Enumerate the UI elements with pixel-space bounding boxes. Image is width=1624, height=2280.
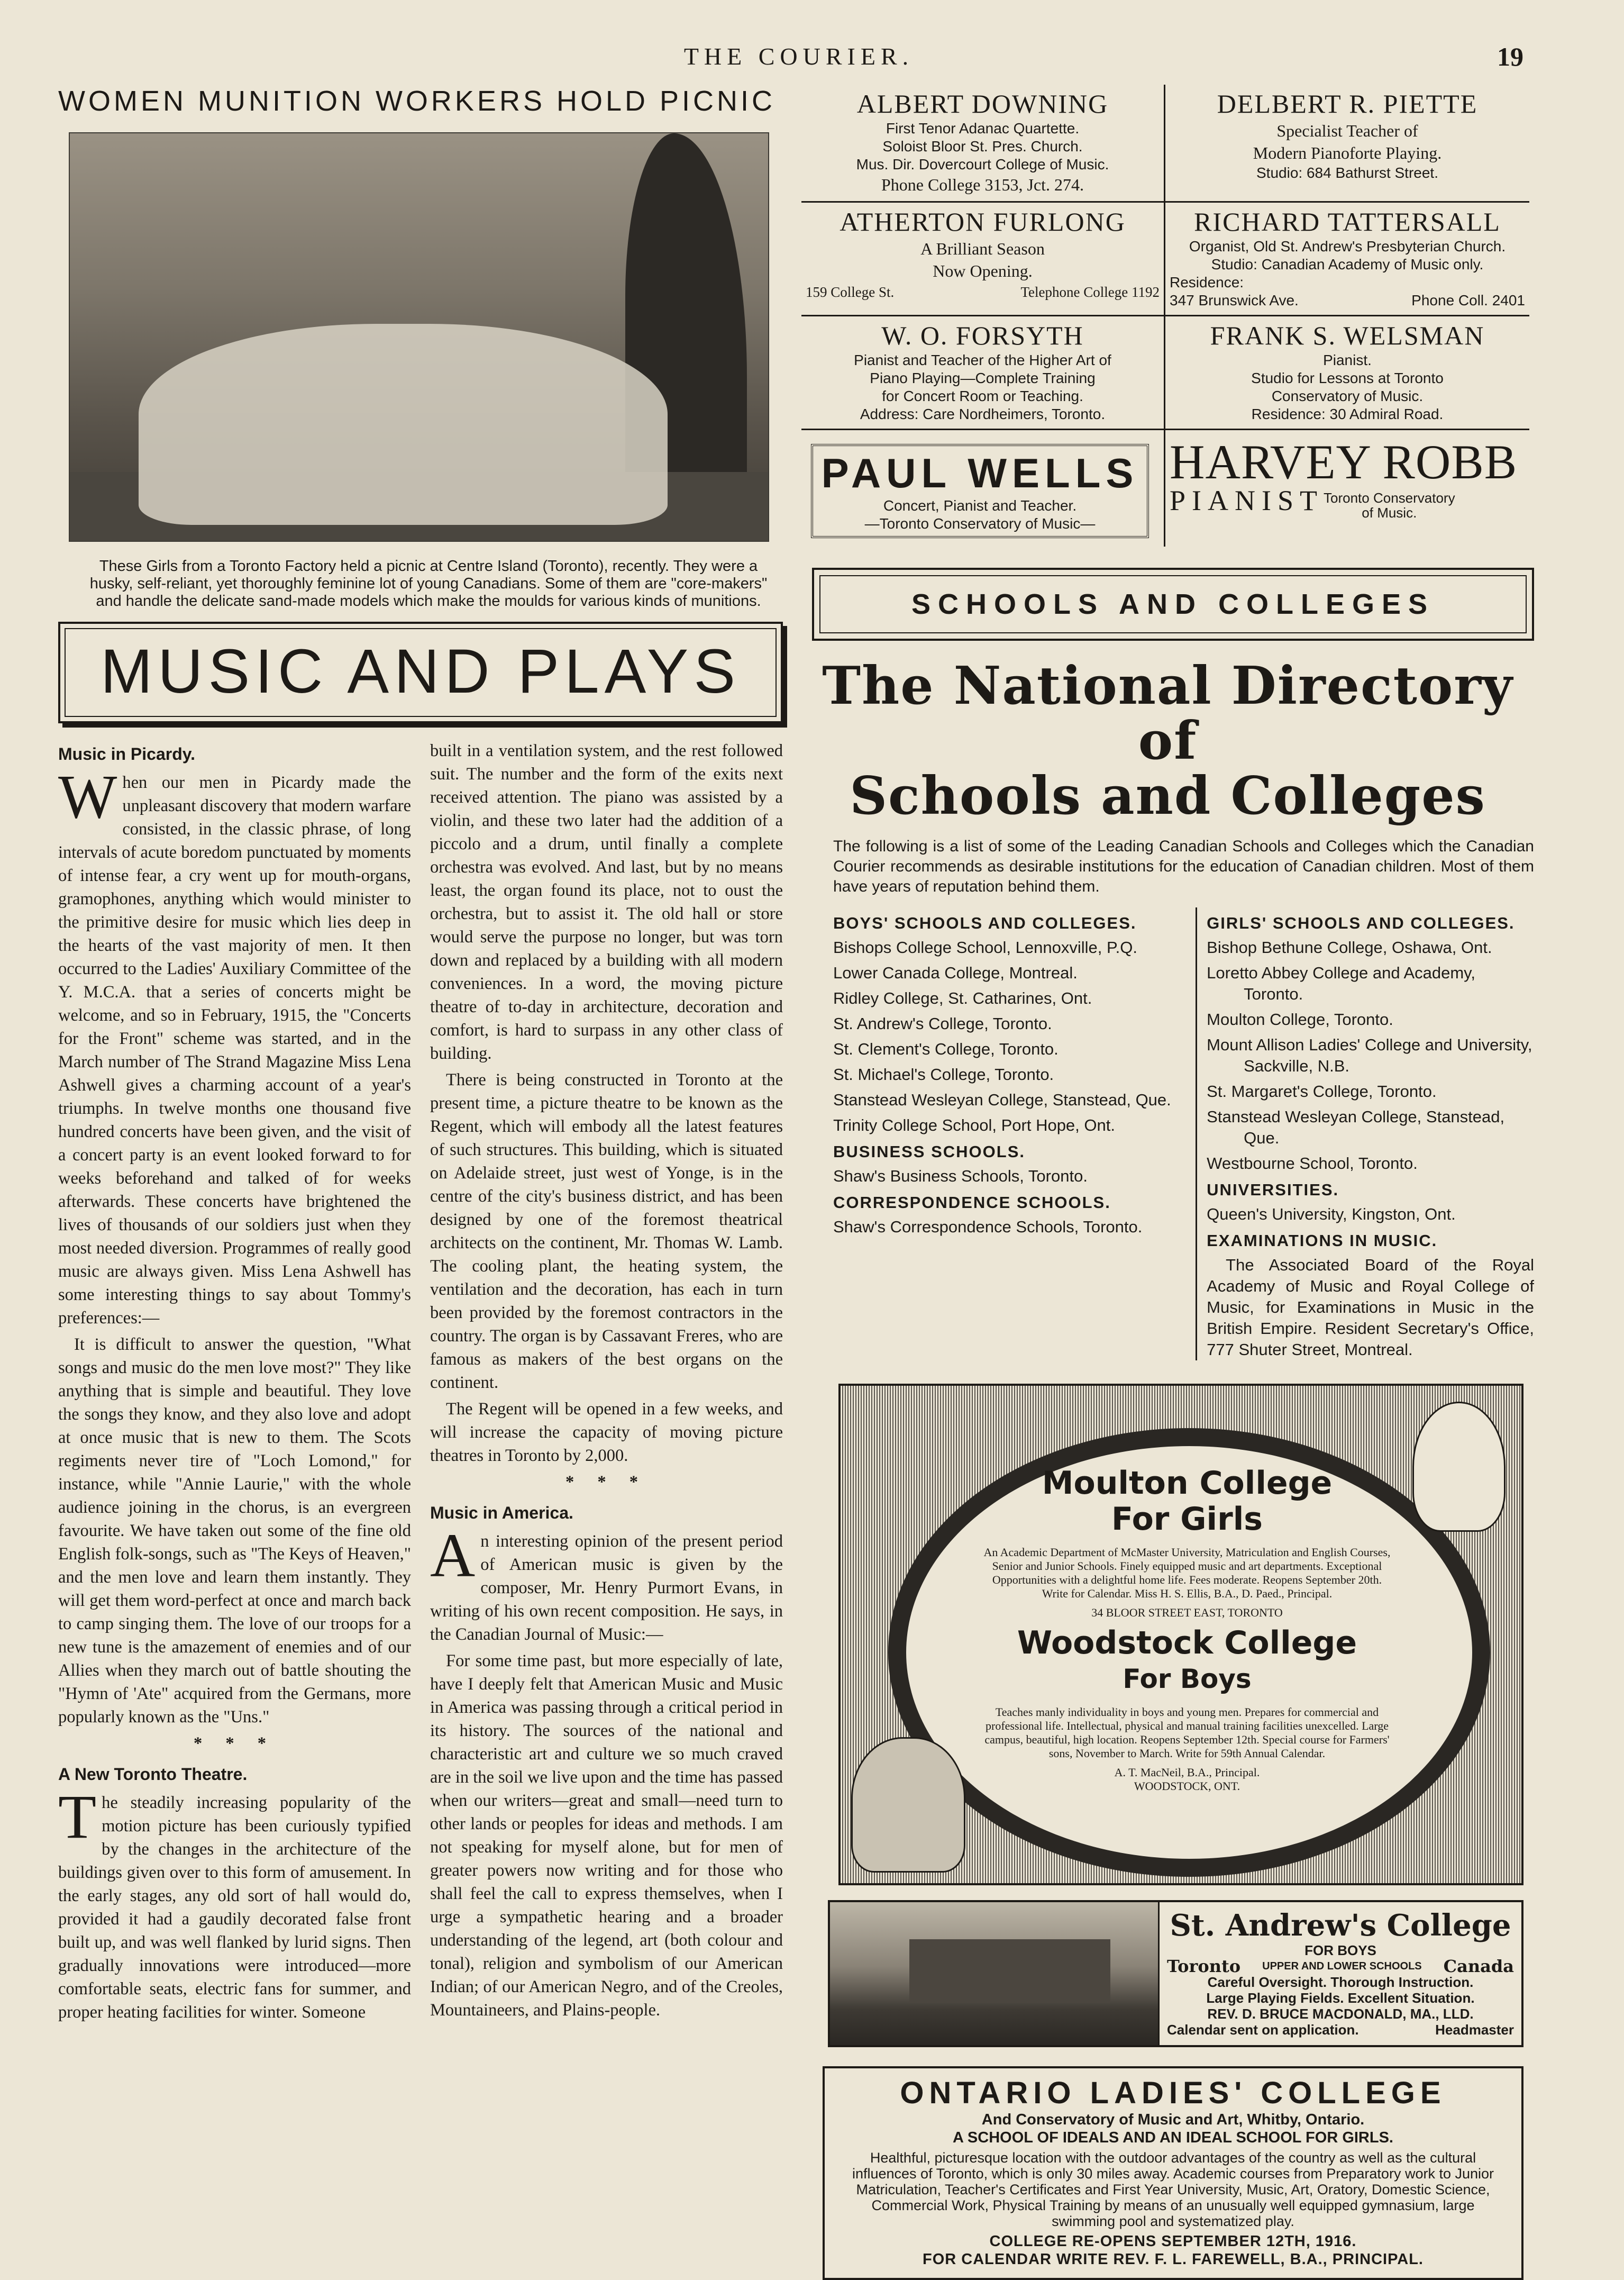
card-line: for Concert Room or Teaching. [882, 388, 1083, 404]
card-phone: Phone Coll. 2401 [1411, 292, 1525, 308]
directory-title [801, 656, 1534, 826]
article-heading: A New Toronto Theatre. [58, 1765, 248, 1784]
ad-line: Toronto [1167, 1956, 1241, 1976]
card-line: Organist, Old St. Andrew's Presbyterian Church. [1189, 238, 1506, 255]
ad-city: WOODSTOCK, ONT. [1134, 1779, 1240, 1793]
directory-item: The Associated Board of the Royal Academy of Music and Royal College of Music, for Examinations in Music in the British Empire. Resident Secretary's Office, 777 Shuter Street, Montreal. [1207, 1256, 1534, 1359]
card-name: ATHERTON FURLONG [840, 207, 1126, 237]
directory-item: Bishop Bethune College, Oshawa, Ont. [1207, 938, 1492, 957]
article-heading: Music in Picardy. [58, 744, 196, 764]
music-teacher-cards [801, 85, 1534, 547]
directory-item: Mount Allison Ladies' College and University, Sackville, N.B. [1207, 1035, 1532, 1075]
ad-title: For Girls [1111, 1501, 1263, 1538]
card-line: Specialist Teacher of [1276, 121, 1418, 140]
girl-illustration [1412, 1402, 1506, 1532]
card-delbert-piette [1165, 85, 1529, 203]
directory-item: St. Andrew's College, Toronto. [833, 1014, 1052, 1033]
card-line: Studio: Canadian Academy of Music only. [1211, 256, 1484, 272]
directory-item: Queen's University, Kingston, Ont. [1207, 1205, 1456, 1223]
article-paragraph: An interesting opinion of the present period of American music is given by the composer, Mr. Henry Purmort Evans, in writing of his own recent composition. He says, in the Canadian Journal of Music:— [430, 1521, 783, 1644]
photo-group-of-women [139, 324, 668, 525]
card-line: A Brilliant Season [920, 239, 1045, 258]
ad-line: Canada [1443, 1956, 1514, 1976]
card-wo-forsyth [801, 316, 1165, 430]
ad-line: Large Playing Fields. Excellent Situation. [1206, 1990, 1475, 2006]
card-line: of Music. [1362, 505, 1417, 521]
card-line: First Tenor Adanac Quartette. [886, 120, 1080, 137]
card-line: Concert, Pianist and Teacher. [883, 497, 1077, 514]
card-albert-downing [801, 85, 1165, 203]
page-number: 19 [1497, 42, 1523, 71]
card-harvey-robb [1165, 430, 1529, 547]
left-column [58, 85, 783, 2027]
ad-title: Moulton College [1042, 1465, 1333, 1502]
ontario-ladies-college-ad [823, 2066, 1523, 2280]
directory-item: Stanstead Wesleyan College, Stanstead, Que. [833, 1091, 1171, 1109]
ad-title: For Boys [1123, 1664, 1252, 1694]
ad-principal: A. T. MacNeil, B.A., Principal. [1114, 1766, 1260, 1779]
card-line: Address: Care Nordheimers, Toronto. [860, 406, 1106, 422]
schools-banner: SCHOOLS AND COLLEGES [819, 575, 1527, 633]
section-divider: * * * [194, 1734, 276, 1753]
ad-line: And Conservatory of Music and Art, Whitby, Ontario. [981, 2111, 1365, 2128]
article-column-2 [430, 739, 783, 2027]
directory-item: Shaw's Correspondence Schools, Toronto. [833, 1218, 1143, 1236]
card-name: RICHARD TATTERSALL [1194, 207, 1501, 237]
directory-title-line: The National Directory of [822, 656, 1513, 771]
ad-body: Healthful, picturesque location with the outdoor advantages of the country as well as the cultural influences of Toronto, which is only 30 miles away. Academic courses from Preparatory work to Junior Matriculation, Teacher's Certificates and First Year University, Music, Art, Oratory, Domestic Science, Commercial Work, Physical Training by means of an unusually well equipped gymnasium, large swimming pool and systematized play. [852, 2150, 1494, 2229]
section-title-box [58, 622, 783, 723]
directory-item: Trinity College School, Port Hope, Ont. [833, 1116, 1115, 1134]
directory-intro: The following is a list of some of the Leading Canadian Schools and Colleges which the Canadian Courier recommends as desirable institutions for the education of Canadian children. Most of them have years of reputation behind them. [833, 838, 1534, 895]
card-line: Now Opening. [933, 261, 1033, 280]
ad-line: Careful Oversight. Thorough Instruction. [1207, 1974, 1474, 1990]
ad-line: FOR CALENDAR WRITE REV. F. L. FAREWELL, B.A., PRINCIPAL. [923, 2251, 1424, 2268]
article-paragraph: The steadily increasing popularity of the motion picture has been curiously typified by the changes in the architecture of the buildings given over to this form of amusement. In the early stages, any old sort of hall would do, provided it had a gaudily decorated false front built up, and was well flanked by lurid signs. Then gradually innovations were introduced—more comfortable seats, electric fans for summer, and proper heating facilities for winter. Someone [58, 1782, 411, 2022]
schools-banner-box [812, 568, 1534, 641]
ad-line: FOR BOYS [1304, 1942, 1376, 1958]
st-andrews-text [1160, 1902, 1521, 2045]
card-name: DELBERT R. PIETTE [1217, 89, 1478, 119]
ad-line: UPPER AND LOWER SCHOOLS [1262, 1960, 1422, 1972]
directory-item: Westbourne School, Toronto. [1207, 1154, 1418, 1173]
directory-item: Shaw's Business Schools, Toronto. [833, 1167, 1088, 1185]
directory-heading: BUSINESS SCHOOLS. [833, 1142, 1025, 1161]
directory-item: Moulton College, Toronto. [1207, 1010, 1393, 1029]
directory-item: St. Clement's College, Toronto. [833, 1040, 1059, 1058]
article-paragraph: There is being constructed in Toronto at the present time, a picture theatre to be known as the Regent, which will embody all the latest features of such structures. This building, which is situated on Adelaide street, just west of Yonge, is in the centre of the city's business district, and has been designed by one of the foremost theatrical architects on the continent, Mr. Thomas W. Lamb. The cooling plant, the heating system, the ventilation and the decoration, has each in turn been provided by the foremost contractors in the country. The organ is by Cassavant Freres, who are famous as makers of the best organs on the continent. [430, 1070, 783, 1392]
college-photo [830, 1902, 1160, 2045]
card-name: PAUL WELLS [821, 450, 1139, 496]
directory-heading: BOYS' SCHOOLS AND COLLEGES. [833, 914, 1137, 932]
card-line: Residence: 30 Admiral Road. [1251, 406, 1444, 422]
directory-left [833, 907, 1197, 1360]
card-line: Toronto Conservatory [1324, 490, 1455, 506]
running-title: THE COURIER. [683, 43, 914, 70]
card-name: FRANK S. WELSMAN [1210, 321, 1485, 350]
right-column [801, 85, 1534, 2280]
directory-item: Bishops College School, Lennoxville, P.Q. [833, 938, 1137, 957]
card-line: Piano Playing—Complete Training [870, 370, 1096, 386]
card-line: Conservatory of Music. [1271, 388, 1424, 404]
paul-wells-box [811, 444, 1149, 538]
picnic-photo [69, 132, 769, 542]
card-line: Studio for Lessons at Toronto [1251, 370, 1444, 386]
card-line: Soloist Bloor St. Pres. Church. [882, 138, 1083, 155]
ad-line: Calendar sent on application. [1167, 2022, 1359, 2038]
directory-heading: CORRESPONDENCE SCHOOLS. [833, 1193, 1111, 1212]
ad-title: St. Andrew's College [1170, 1908, 1511, 1943]
card-address: 347 Brunswick Ave. [1170, 292, 1299, 308]
photo-title: WOMEN MUNITION WORKERS HOLD PICNIC [58, 85, 776, 117]
card-line: —Toronto Conservatory of Music— [864, 515, 1096, 532]
directory-item: Stanstead Wesleyan College, Stanstead, Que. [1207, 1107, 1505, 1147]
moulton-woodstock-ad [838, 1384, 1523, 1885]
card-paul-wells [801, 430, 1165, 547]
ad-title: ONTARIO LADIES' COLLEGE [900, 2076, 1446, 2110]
directory-item: Ridley College, St. Catharines, Ont. [833, 989, 1092, 1007]
ad-line: Headmaster [1435, 2022, 1514, 2038]
directory-heading: UNIVERSITIES. [1207, 1180, 1339, 1199]
card-name: HARVEY ROBB [1170, 435, 1518, 489]
card-phone: Telephone College 1192 [1020, 284, 1160, 300]
directory-heading: GIRLS' SCHOOLS AND COLLEGES. [1207, 914, 1515, 932]
photo-caption: These Girls from a Toronto Factory held a picnic at Centre Island (Toronto), recently. They were a husky, self-reliant, yet thoroughly feminine lot of young Canadians. Some of them are "core-makers" and handle the delicate sand-made models which make the moulds for various kinds of munitions. [89, 558, 768, 610]
ad-line: REV. D. BRUCE MACDONALD, MA., LLD. [1207, 2006, 1474, 2022]
ad-text [962, 1465, 1412, 1793]
card-line: Pianist. [1323, 352, 1372, 368]
card-address: 159 College St. [806, 284, 895, 300]
ad-title: Woodstock College [1017, 1624, 1357, 1661]
card-line: Residence: [1170, 274, 1244, 290]
card-name: ALBERT DOWNING [856, 89, 1109, 119]
card-atherton-furlong [801, 203, 1165, 316]
directory-item: Lower Canada College, Montreal. [833, 964, 1078, 982]
st-andrews-ad [828, 1900, 1523, 2047]
article-column-1 [58, 739, 411, 2027]
article-paragraph: built in a ventilation system, and the rest followed suit. The number and the form of the exits next received attention. The piano was assisted by a violin, and these two later had the addition of a piccolo and a drum, until finally a complete orchestra was evolved. And last, but by no means least, the organ found its place, not to oust the orchestra, but to assist it. The old hall or store would serve the purpose no longer, but was torn down and replaced by a building with all modern conveniences. In a word, the moving picture theatre of to-day in architecture, decoration and comfort, is hard to surpass in any other class of building. [430, 741, 783, 1063]
directory-item: Loretto Abbey College and Academy, Toronto. [1207, 964, 1475, 1003]
article-paragraph: The Regent will be opened in a few weeks, and will increase the capacity of moving picture theatres in Toronto by 2,000. [430, 1400, 783, 1465]
card-line: Phone College 3153, Jct. 274. [881, 175, 1084, 194]
directory-title-line: Schools and Colleges [850, 766, 1486, 826]
ad-line: COLLEGE RE-OPENS SEPTEMBER 12TH, 1916. [989, 2233, 1357, 2250]
card-frank-welsman [1165, 316, 1529, 430]
ad-line: A SCHOOL OF IDEALS AND AN IDEAL SCHOOL FOR GIRLS. [953, 2129, 1393, 2146]
card-line: Pianist and Teacher of the Higher Art of [854, 352, 1111, 368]
article-paragraph: It is difficult to answer the question, "What songs and music do the men love most?" They like anything that is simple and beautiful. They love the songs they know, and they also love and adopt at once music that is new to them. The Scots regiments never tire of "Loch Lomond," for instance, while "Annie Laurie," with the whole audience joining in the chorus, is an evergreen favourite. We have taken out some of the fine old English folk-songs, such as "The Keys of Heaven," and the men love and learn them instantly. They will get them word-perfect at once and march back to camp singing them. The love of our troops for a new tune is the amazement of enemies and of our Allies when they march out of battle shouting the "Hymn of 'Ate" acquired from the Germans, more popularly known as the "Uns." [58, 1335, 411, 1727]
card-richard-tattersall [1165, 203, 1529, 316]
boy-illustration [851, 1737, 965, 1873]
section-title: MUSIC AND PLAYS [65, 628, 777, 717]
directory-right [1197, 907, 1534, 1360]
card-line: PIANIST [1170, 485, 1324, 516]
card-line: Studio: 684 Bathurst Street. [1256, 165, 1438, 181]
article-heading: Music in America. [430, 1503, 573, 1522]
article-paragraph: When our men in Picardy made the unpleasant discovery that modern warfare consisted, in the classic phrase, of long intervals of acute boredom punctuated by moments of intense fear, a cry went up for mouth-organs, gramophones, anything which would minister to the primitive desire for music which lies deep in the hearts of the vast majority of men. It then occurred to the Ladies' Auxiliary Committee of the Y. M.C.A. that a series of concerts might be welcome, and so in February, 1915, the "Concerts for the Front" scheme was started, and in the March number of The Strand Magazine Miss Lena Ashwell gives a charming account of a year's triumphs. In twelve months one thousand five hundred concerts have been given, and the visit of a concert party is an event looked forward to for weeks beforehand and talked of for weeks afterwards. These concerts have brightened the lives of thousands of our soldiers just when they most needed diversion. Programmes of really good music are always given. Miss Lena Ashwell has some interesting things to say about Tommy's preferences:— [58, 762, 411, 1328]
card-line: Mus. Dir. Dovercourt College of Music. [856, 156, 1109, 172]
directory-columns [833, 907, 1534, 1360]
ad-body: An Academic Department of McMaster University, Matriculation and English Courses, Senior and Junior Schools. Finely equipped music and art departments. Exceptional Opportunities with a delightful home life. Fees moderate. Reopens September 20th. Write for Calendar. Miss H. S. Ellis, B.A., D. Paed., Principal. [983, 1546, 1391, 1600]
article-columns [58, 739, 783, 2027]
section-divider: * * * [565, 1473, 647, 1492]
card-line: Modern Pianoforte Playing. [1253, 143, 1442, 162]
ad-body: Teaches manly individuality in boys and young men. Prepares for commercial and professional life. Intellectual, physical and manual training facilities unexcelled. Large campus, beautiful, high location. Reopens September 12th. Special course for Farmers' sons, November to March. Write for 59th Annual Calendar. [984, 1705, 1390, 1760]
college-building [909, 1939, 1110, 2003]
article-paragraph: For some time past, but more especially of late, have I deeply felt that American Music and Music in America was passing through a critical period in its history. The sources of the national and characteristic art and culture we so much craved are in the soil we live upon and the time has passed when our writers—great and small—need turn to other lands or peoples for ideas and methods. I am not speaking for myself alone, but for men of greater powers now writing and for those who shall feel the call to express themselves, when I urge a sympathetic hearing and a broader understanding of the legend, art (both colour and tonal), religion and symbolism of our American Indian; of our American Negro, and of the Creoles, Mountaineers, and Plains-people. [430, 1651, 783, 2020]
directory-item: St. Michael's College, Toronto. [833, 1065, 1054, 1084]
directory-item: St. Margaret's College, Toronto. [1207, 1082, 1437, 1101]
directory-heading: EXAMINATIONS IN MUSIC. [1207, 1231, 1438, 1250]
card-name: W. O. FORSYTH [881, 321, 1084, 350]
ad-address: 34 BLOOR STREET EAST, TORONTO [1091, 1606, 1283, 1619]
